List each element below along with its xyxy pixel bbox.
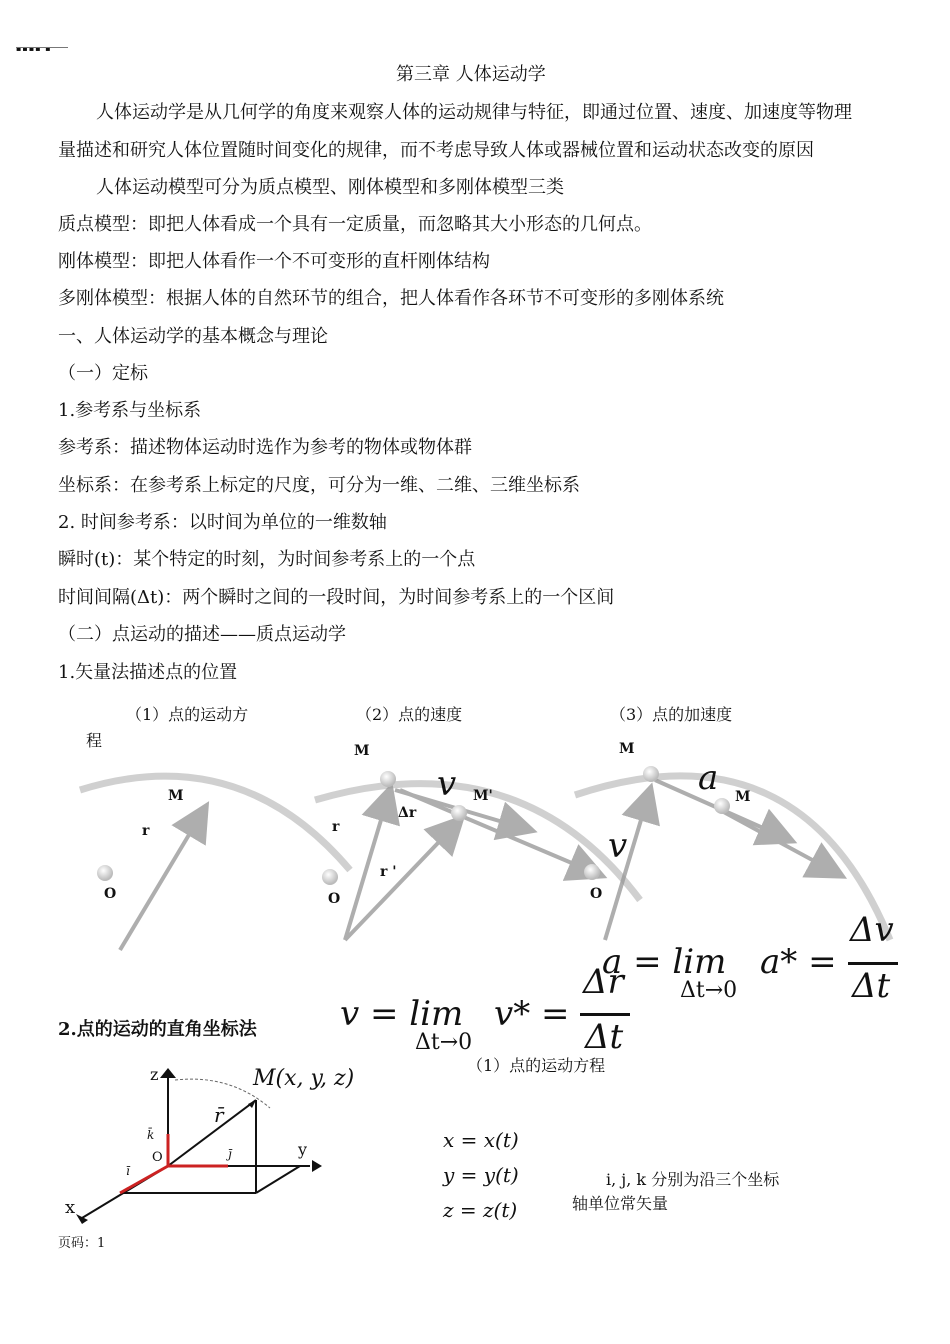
particle-model: 质点模型：即把人体看成一个具有一定质量，而忽略其大小形态的几何点。 [58,214,652,235]
axis-label-y: y [298,1140,308,1159]
multi-rigid-model: 多刚体模型：根据人体的自然环节的组合，把人体看作各环节不可变形的多刚体系统 [58,288,724,309]
unit-vector-note-2: 轴单位常矢量 [572,1194,669,1213]
label-O-1: O [104,886,117,902]
equation-y: y = y(t) [443,1163,519,1187]
section-1-heading: 一、人体运动学的基本概念与理论 [58,326,328,347]
unit-k-label: k̄ [147,1128,155,1142]
intro-line-2: 量描述和研究人体位置随时间变化的规律，而不考虑导致人体或器械位置和运动状态改变的原因 [58,140,814,161]
page-title: 第三章 人体运动学 [396,64,546,85]
reference-frame: 参考系：描述物体运动时选作为参考的物体或物体群 [58,437,472,458]
caption-motion-equation-cont: 程 [86,731,103,750]
label-a: a [698,758,719,798]
rigid-model: 刚体模型：即把人体看作一个不可变形的直杆刚体结构 [58,251,490,272]
equation-z: z = z(t) [443,1198,518,1222]
rectangular-method-heading: 2.点的运动的直角坐标法 [58,1019,257,1040]
subsection-1-heading: （一）定标 [58,363,148,384]
velocity-denominator: Δt [585,1017,624,1057]
label-delta-r: Δr [398,805,417,821]
vector-method-heading: 1.矢量法描述点的位置 [58,662,238,683]
intro-line-1: 人体运动学是从几何学的角度来观察人体的运动规律与特征，即通过位置、速度、加速度等物理 [96,102,852,123]
vector-r-label: r̄ [214,1103,224,1127]
label-M-2: M [354,743,370,759]
equation-x: x = x(t) [443,1128,519,1152]
unit-vector-note-1: i, j, k 分别为沿三个坐标 [606,1170,780,1189]
interval-definition: 时间间隔(Δt)：两个瞬时之间的一段时间，为时间参考系上的一个区间 [58,587,615,608]
velocity-formula-lhs: v = lim [340,994,464,1034]
accel-formula-lhs: a = lim [602,942,727,982]
accel-formula-mid: a* = [760,942,837,982]
label-M-3: M [619,741,635,757]
label-M-1: M [168,788,184,804]
axis-label-origin: O [152,1150,163,1165]
label-r-prime: r ' [380,864,397,880]
velocity-formula-mid: v* = [494,994,570,1034]
caption-equation: （1）点的运动方程 [467,1056,606,1075]
caption-velocity: （2）点的速度 [356,705,463,724]
instant-definition: 瞬时(t)：某个特定的时刻，为时间参考系上的一个点 [58,549,476,570]
coordinate-system: 坐标系：在参考系上标定的尺度，可分为一维、二维、三维坐标系 [58,475,580,496]
item-2-heading: 2. 时间参考系：以时间为单位的一维数轴 [58,512,387,533]
label-Mprime-2: M' [473,788,493,804]
models-line: 人体运动模型可分为质点模型、刚体模型和多刚体模型三类 [96,177,564,198]
accel-numerator: Δv [850,910,894,950]
point-M-label: M(x, y, z) [253,1066,355,1091]
axis-label-x: x [65,1197,76,1218]
unit-i-label: ī [126,1164,130,1178]
accel-denominator: Δt [852,966,891,1006]
velocity-numerator: Δr [583,962,624,1002]
header-mark: ▪▪▪▪ ▪ [16,44,52,53]
velocity-formula-limit: Δt→0 [415,1030,473,1055]
label-v-2: v [608,826,628,866]
axis-label-z: z [150,1065,159,1084]
accel-formula-limit: Δt→0 [680,978,738,1003]
label-M-4: M [735,789,751,805]
box-side [256,1166,300,1193]
label-r-2: r [332,819,340,835]
page-number: 页码：1 [58,1236,106,1251]
caption-acceleration: （3）点的加速度 [610,705,733,724]
position-vector [168,1100,256,1166]
caption-motion-equation: （1）点的运动方 [126,705,249,724]
item-1-heading: 1.参考系与坐标系 [58,400,202,421]
label-O-3: O [590,886,603,902]
unit-j-label: j̄ [228,1147,232,1161]
label-v-1: v [437,764,457,804]
label-O-2: O [328,891,341,907]
label-r-1: r [142,823,150,839]
subsection-2-heading: （二）点运动的描述——质点运动学 [58,624,346,645]
